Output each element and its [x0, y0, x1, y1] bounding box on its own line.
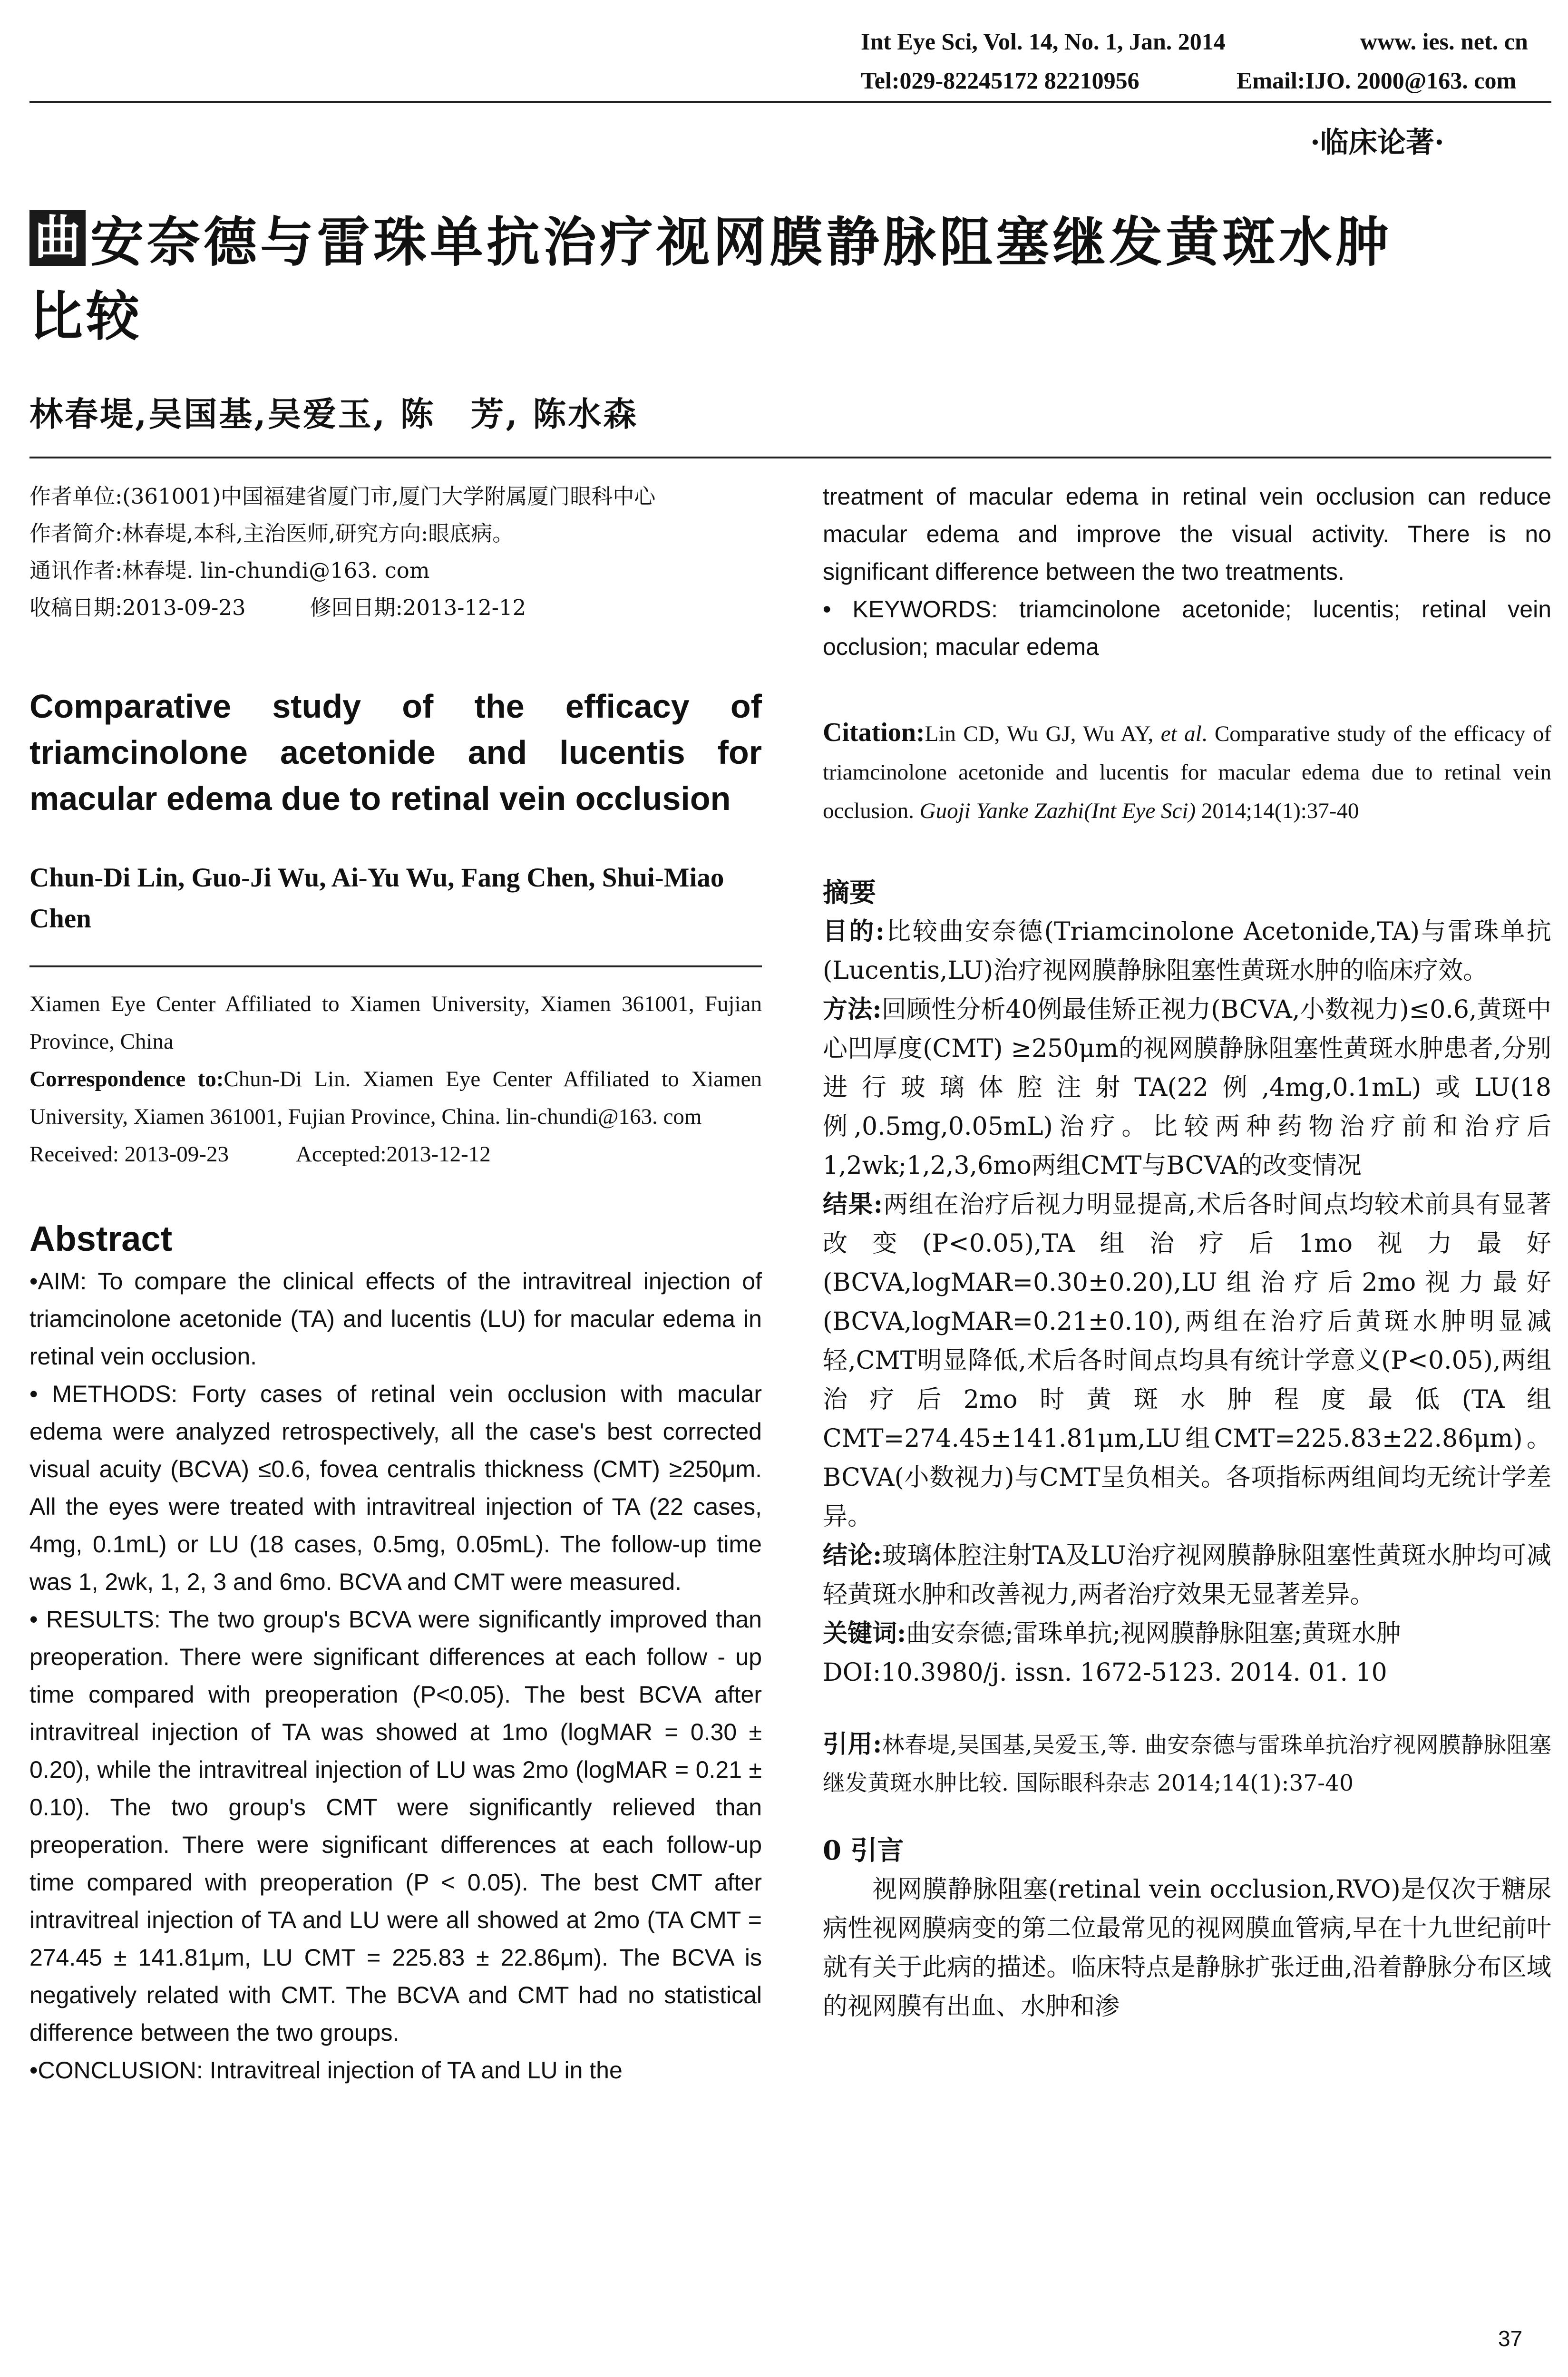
title-cn: [29, 205, 1551, 351]
corr-label: Correspondence to:: [29, 1067, 224, 1091]
citation-cn: [823, 1725, 1551, 1802]
cn-results-label: 结果:: [823, 1190, 883, 1219]
citation-cn-text: 林春堤,吴国基,吴爱玉,等. 曲安奈德与雷珠单抗治疗视网膜静脉阻塞继发黄斑水肿比较. 国际眼科杂志 2014;14(1):37-40: [823, 1732, 1551, 1796]
abstract-cn-conclusion: [823, 1536, 1551, 1614]
title-en: Comparative study of the efficacy of triamcinolone acetonide and lucentis for macular edema due to retinal vein occlusion: [29, 688, 762, 817]
cn-results-text: 两组在治疗后视力明显提高,术后各时间点均较术前具有显著改变(P<0.05),TA组治疗后1mo视力最好(BCVA,logMAR=0.30±0.20),LU组治疗后2mo视力最好(BCVA,logMAR=0.21±0.10),两组在治疗后黄斑水肿明显减轻,CMT明显降低,术后各时间点均具有统计学意义(P<0.05),两组治疗后2mo时黄斑水肿程度最低(TA组CMT=274.45±141.81μm,LU组CMT=225.83±22.86μm)。BCVA(小数视力)与CMT呈负相关。各项指标两组间均无统计学差异。: [823, 1190, 1552, 1531]
header-rule: [29, 101, 1551, 103]
abstract-cn-results: [823, 1185, 1551, 1536]
cn-conclusion-text: 玻璃体腔注射TA及LU治疗视网膜静脉阻塞性黄斑水肿均可减轻黄斑水肿和改善视力,两者治疗效果无显著差异。: [823, 1541, 1552, 1609]
journal-line: Int Eye Sci, Vol. 14, No. 1, Jan. 2014: [861, 28, 1226, 55]
affil-cn-unit: 作者单位:(361001)中国福建省厦门市,厦门大学附属厦门眼科中心: [29, 484, 656, 509]
journal-website[interactable]: www. ies. net. cn: [1360, 28, 1528, 55]
methods-text: Forty cases of retinal vein occlusion with macular edema were analyzed retrospectively, all the case's best corrected visual acuity (BCVA) ≤0.6, fovea centralis thickness (CMT) ≥250μm. All the eyes were treated with intravitreal injection of TA (22 cases, 4mg, 0.1mL) or LU (18 cases, 0.5mg, 0.05mL). The follow-up time was 1, 2wk, 1, 2, 3 and 6mo. BCVA and CMT were measured.: [29, 1381, 762, 1595]
keywords-label: • KEYWORDS:: [823, 596, 998, 623]
citation-title: . Comparative study of the efficacy of triamcinolone acetonide and lucentis for macular edema due to retinal vein occlusion.: [823, 721, 1551, 823]
cn-keywords-text: 曲安奈德;雷珠单抗;视网膜静脉阻塞;黄斑水肿: [906, 1619, 1401, 1648]
abstract-results: [29, 1601, 762, 2052]
cn-keywords-label: 关键词:: [823, 1619, 906, 1648]
affil-en-address: Xiamen Eye Center Affiliated to Xiamen University, Xiamen 361001, Fujian Province, China: [29, 992, 762, 1054]
right-column: [823, 478, 1551, 2026]
journal-email[interactable]: Email:IJO. 2000@163. com: [1237, 67, 1517, 94]
section-label: ·临床论著·: [1310, 126, 1444, 159]
results-text: The two group's BCVA were significantly improved than preoperation. There were significant differences at each follow - up time compared with preoperation (P<0.05). The best BCVA after intravitreal injection of TA was showed at 1mo (logMAR = 0.30 ± 0.20), while the intravitreal injection of LU was 2mo (logMAR = 0.21 ± 0.10). The two group's CMT were significantly relieved than preoperation. There were significant differences at each follow-up time compared with preoperation (P < 0.05). The best CMT after intravitreal injection of TA and LU were all showed at 2mo (TA CMT = 274.45 ± 141.81μm, LU CMT = 225.83 ± 22.86μm). The BCVA is negatively related with CMT. The BCVA and CMT had no statistical difference between the two groups.: [29, 1606, 762, 2046]
left-column: [29, 478, 762, 2089]
authors-cn: 林春堤,吴国基,吴爱玉, 陈 芳, 陈水森: [29, 394, 639, 434]
citation-journal: Guoji Yanke Zazhi(Int Eye Sci): [919, 799, 1196, 823]
affiliation-cn: [29, 478, 762, 626]
journal-tel: Tel:029-82245172 82210956: [861, 67, 1139, 94]
cn-conclusion-label: 结论:: [823, 1541, 882, 1570]
en-authors-rule: [29, 965, 762, 967]
abstract-cn-methods: [823, 990, 1551, 1185]
affil-cn-corr: 通讯作者:林春堤. lin-chundi@163. com: [29, 558, 430, 583]
doi[interactable]: DOI:10.3980/j. issn. 1672-5123. 2014. 01. 10: [823, 1658, 1387, 1687]
aim-label: •AIM:: [29, 1268, 87, 1295]
affil-cn-bio: 作者简介:林春堤,本科,主治医师,研究方向:眼底病。: [29, 521, 514, 546]
citation-etal: et al: [1160, 721, 1202, 746]
conclusion-label: •CONCLUSION:: [29, 2057, 203, 2084]
citation-en: [823, 713, 1551, 830]
abstract-aim: [29, 1263, 762, 1375]
authors-rule: [29, 457, 1551, 458]
cn-aim-label: 目的:: [823, 917, 885, 946]
abstract-cn-keywords: [823, 1614, 1551, 1653]
keywords-text: triamcinolone acetonide; lucentis; retinal vein occlusion; macular edema: [823, 596, 1551, 660]
affil-cn-dates: 收稿日期:2013-09-23 修回日期:2013-12-12: [29, 595, 526, 620]
title-cn-line1: 安奈德与雷珠单抗治疗视网膜静脉阻塞继发黄斑水肿: [90, 211, 1392, 273]
title-prefix-icon: 曲: [29, 210, 86, 266]
citation-cn-label: 引用:: [823, 1730, 882, 1759]
abstract-cn-heading: 摘要: [823, 877, 876, 908]
authors-en: Chun-Di Lin, Guo-Ji Wu, Ai-Yu Wu, Fang Chen, Shui-Miao Chen: [29, 863, 724, 934]
abstract-cn-aim: [823, 912, 1551, 990]
citation-label: Citation:: [823, 718, 925, 747]
page-number: 37: [1498, 2326, 1523, 2351]
cn-aim-text: 比较曲安奈德(Triamcinolone Acetonide,TA)与雷珠单抗(Lucentis,LU)治疗视网膜静脉阻塞性黄斑水肿的临床疗效。: [823, 917, 1551, 985]
corr-text: Chun-Di Lin. Xiamen Eye Center Affiliated to Xiamen University, Xiamen 361001, Fujian Province, China. lin-chundi@163. com: [29, 1067, 762, 1129]
affiliation-en: [29, 985, 762, 1173]
conclusion-text-part1: Intravitreal injection of TA and LU in the: [209, 2057, 623, 2084]
aim-text: To compare the clinical effects of the intravitreal injection of triamcinolone acetonide (TA) and lucentis (LU) for macular edema in retinal vein occlusion.: [29, 1268, 762, 1370]
title-cn-line2: 比较: [29, 285, 143, 348]
abstract-keywords: [823, 591, 1551, 666]
cn-methods-label: 方法:: [823, 995, 882, 1024]
affil-en-dates: Received: 2013-09-23 Accepted:2013-12-12: [29, 1142, 491, 1167]
abstract-methods: [29, 1375, 762, 1601]
abstract-conclusion-cont: treatment of macular edema in retinal vein occlusion can reduce macular edema and improve the visual activity. There is no significant difference between the two treatments.: [823, 483, 1551, 585]
intro-text: 视网膜静脉阻塞(retinal vein occlusion,RVO)是仅次于糖尿病性视网膜病变的第二位最常见的视网膜血管病,早在十九世纪前叶就有关于此病的描述。临床特点是静脉扩张迂曲,沿着静脉分布区域的视网膜有出血、水肿和渗: [823, 1875, 1551, 2021]
intro-heading: 0 引言: [823, 1835, 904, 1866]
results-label: • RESULTS:: [29, 1606, 161, 1633]
methods-label: • METHODS:: [29, 1381, 178, 1407]
abstract-conclusion: [29, 2052, 762, 2089]
cn-methods-text: 回顾性分析40例最佳矫正视力(BCVA,小数视力)≤0.6,黄斑中心凹厚度(CMT) ≥250μm的视网膜静脉阻塞性黄斑水肿患者,分别进行玻璃体腔注射TA(22例,4mg,0.1mL)或LU(18例,0.5mg,0.05mL)治疗。比较两种药物治疗前和治疗后1,2wk;1,2,3,6mo两组CMT与BCVA的改变情况: [823, 995, 1551, 1180]
abstract-heading: Abstract: [29, 1219, 173, 1258]
affil-en-correspondence: [29, 1061, 762, 1136]
citation-volume: 2014;14(1):37-40: [1201, 799, 1359, 823]
citation-authors: Lin CD, Wu GJ, Wu AY,: [925, 721, 1154, 746]
